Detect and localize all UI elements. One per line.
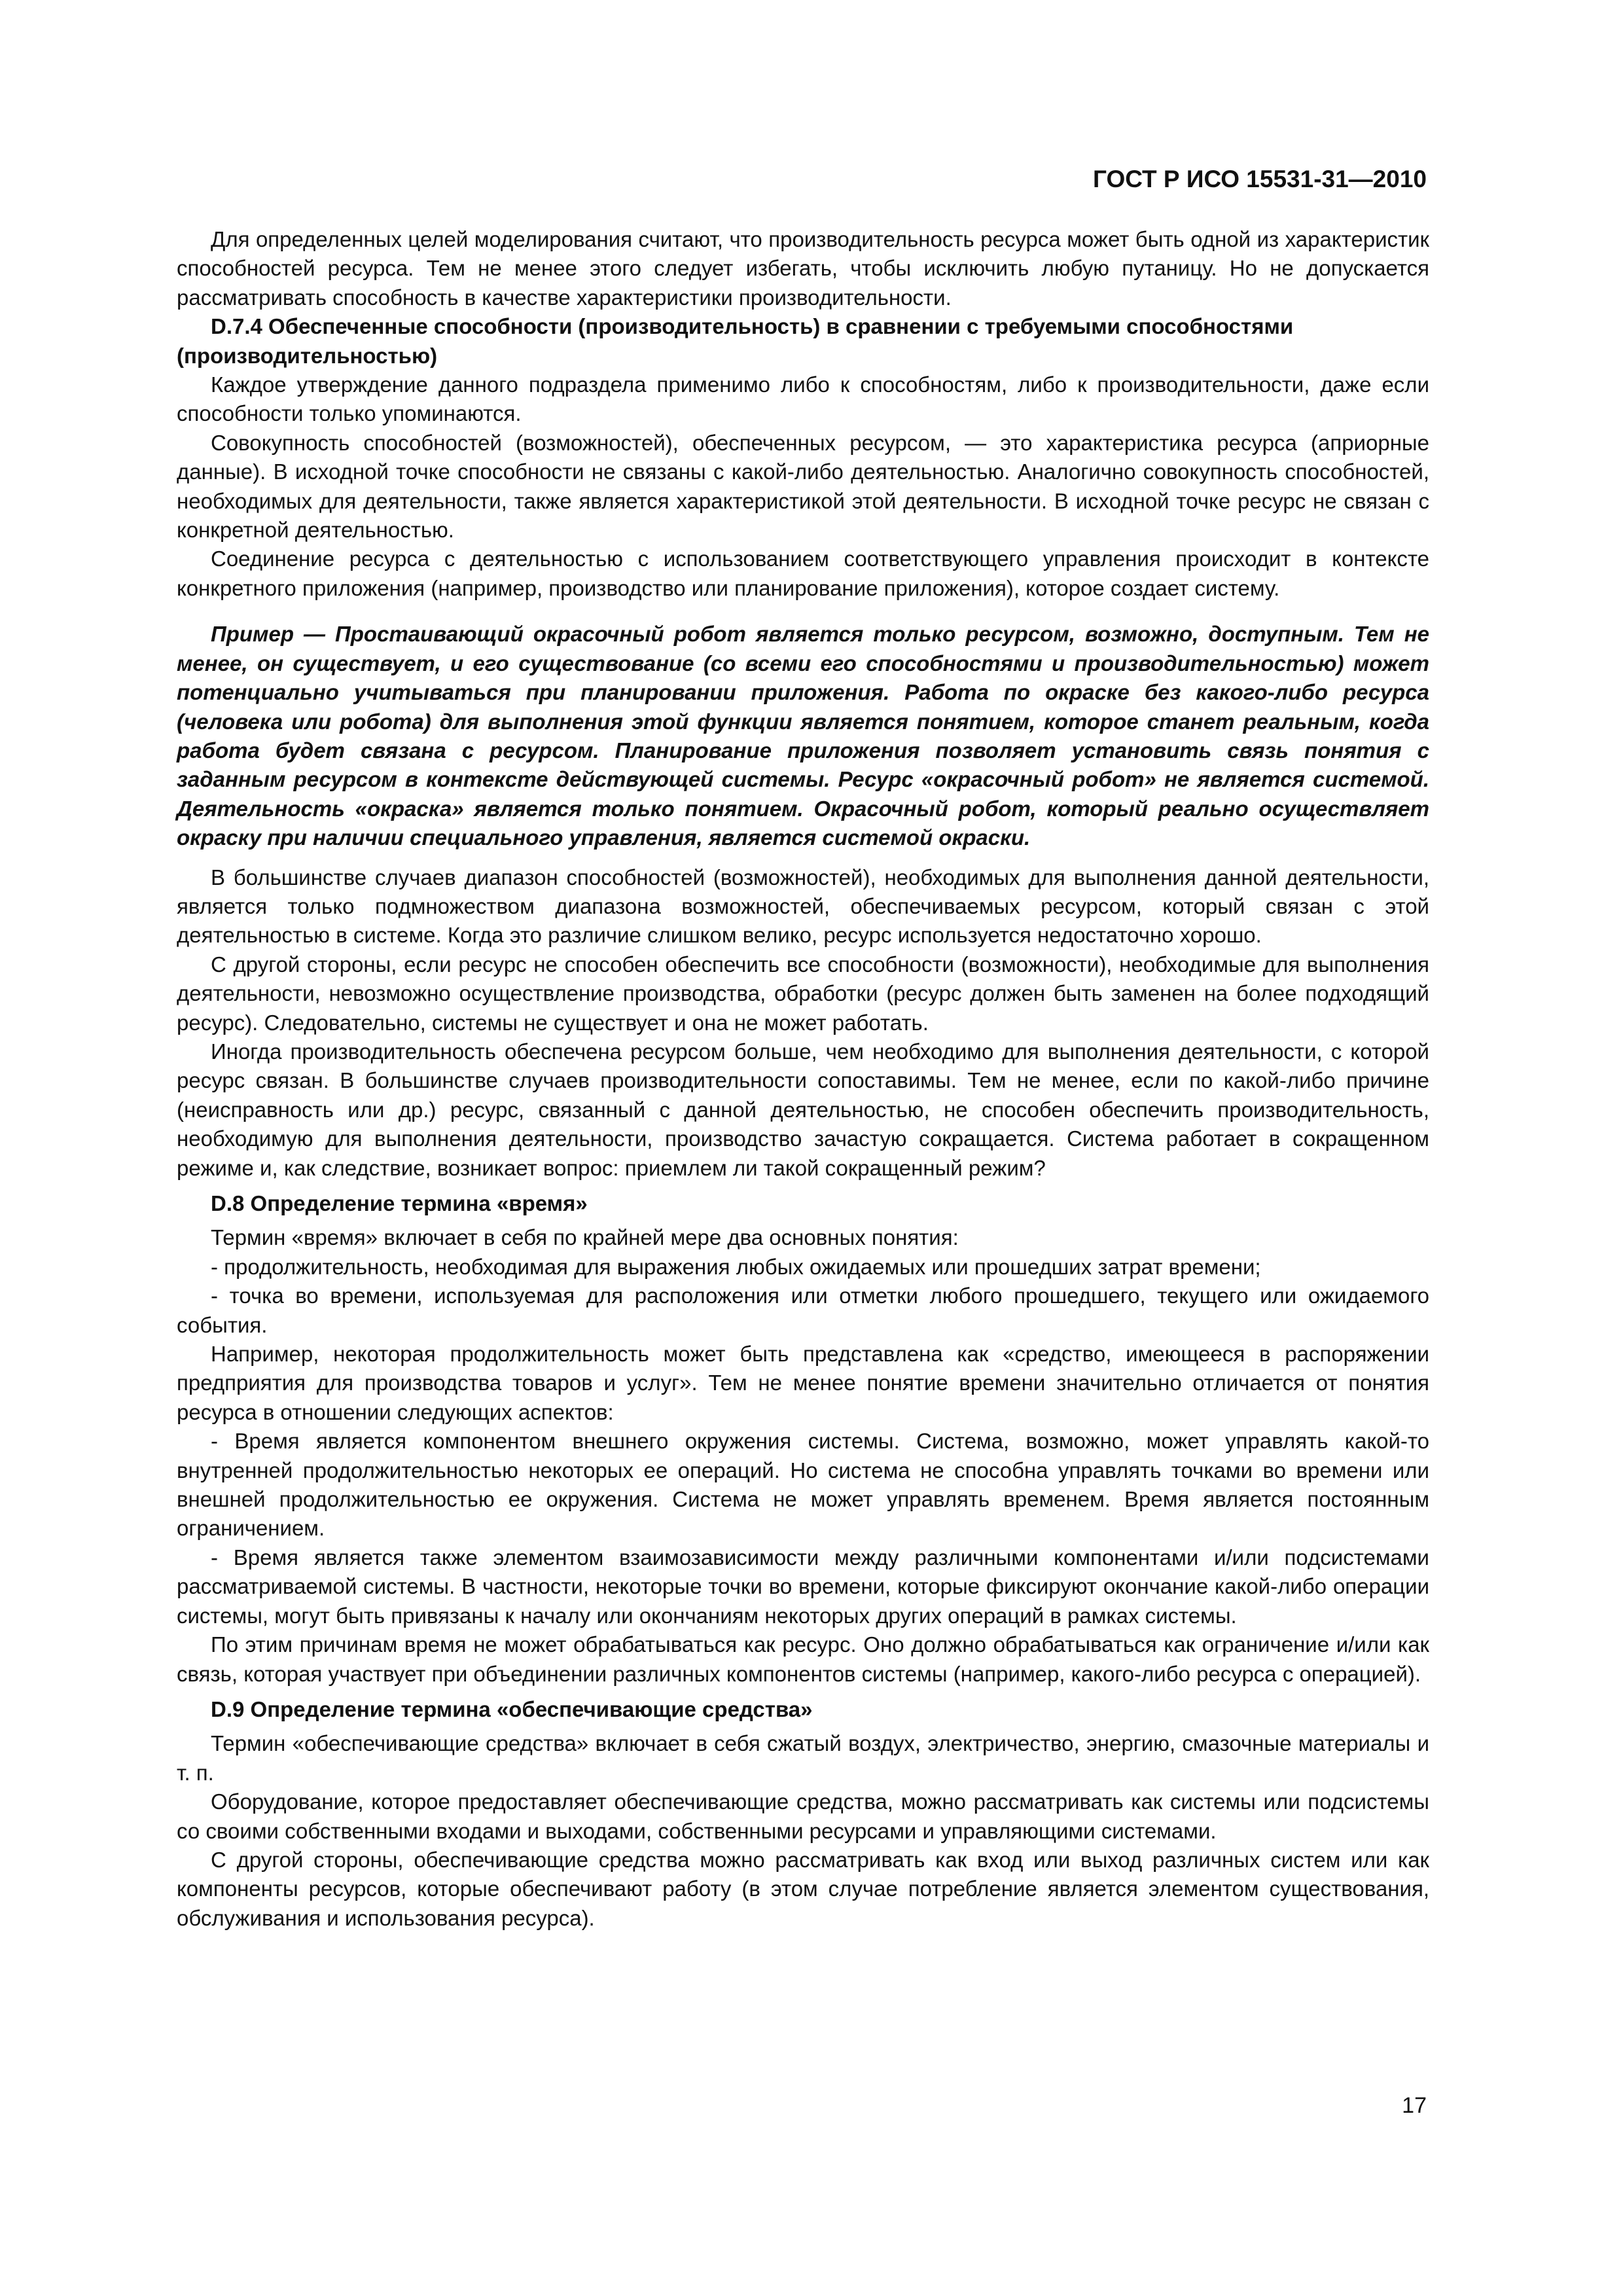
page-body <box>177 225 1429 1933</box>
document-header: ГОСТ Р ИСО 15531-31—2010 <box>1092 166 1427 192</box>
page-number: 17 <box>1402 2093 1427 2118</box>
paragraph-d74-3: Соединение ресурса с деятельностью с использованием соответствующего управления происходит в контексте конкретного приложения (например, производство или планирование приложения), которое создает систему. <box>177 547 1429 600</box>
paragraph-d8-1: Термин «время» включает в себя по крайней мере два основных понятия: <box>211 1225 959 1250</box>
paragraph-d8-2: - продолжительность, необходимая для выражения любых ожидаемых или прошедших затрат времени; <box>211 1254 1261 1279</box>
paragraph-d8-5: - Время является компонентом внешнего окружения системы. Система, возможно, может управлять какой-то внутренней продолжительностью некоторых ее операций. Но система не способна управлять точками во времени или внешней продолжительностью ее окружения. Система не может управлять временем. Время является постоянным ограничением. <box>177 1429 1429 1541</box>
paragraph-d74-6: Иногда производительность обеспечена ресурсом больше, чем необходимо для выполнения деятельности, с которой ресурс связан. В большинстве случаев производительности сопоставимы. Тем не менее, если по какой-либо причине (неисправность или др.) ресурс, связанный с данной деятельностью, не способен обеспечить производительность, необходимую для выполнения деятельности, производство зачастую сокращается. Система работает в сокращенном режиме и, как следствие, возникает вопрос: приемлем ли такой сокращенный режим? <box>177 1039 1429 1180</box>
section-heading-d9: D.9 Определение термина «обеспечивающие средства» <box>211 1696 813 1721</box>
paragraph-d74-2: Совокупность способностей (возможностей), обеспеченных ресурсом, — это характеристика ресурса (априорные данные). В исходной точке способности не связаны с какой-либо деятельностью. Аналогично совокупность способностей, необходимых для деятельности, также является характеристикой этой деятельности. В исходной точке ресурс не связан с конкретной деятельностью. <box>177 430 1429 543</box>
paragraph-d74-4: В большинстве случаев диапазон способностей (возможностей), необходимых для выполнения данной деятельности, является только подмножеством диапазона возможностей, обеспечиваемых ресурсом, который связан с этой деятельностью в системе. Когда это различие слишком велико, ресурс используется недостаточно хорошо. <box>177 865 1429 948</box>
section-heading-d8: D.8 Определение термина «время» <box>211 1191 588 1215</box>
paragraph-d8-3: - точка во времени, используемая для расположения или отметки любого прошедшего, текущего или ожидаемого события. <box>177 1283 1429 1337</box>
paragraph-d9-2: Оборудование, которое предоставляет обеспечивающие средства, можно рассматривать как системы или подсистемы со своими собственными входами и выходами, собственными ресурсами и управляющими системами. <box>177 1789 1429 1843</box>
paragraph-d8-6: - Время является также элементом взаимозависимости между различными компонентами и/или подсистемами рассматриваемой системы. В частности, некоторые точки во времени, которые фиксируют окончание какой-либо операции системы, могут быть привязаны к началу или окончаниям некоторых других операций в рамках системы. <box>177 1545 1429 1628</box>
example-note: Пример — Простаивающий окрасочный робот является только ресурсом, возможно, доступным. Тем не менее, он существует, и его существование (со всеми его способностями и производительностью) может потенциально учитываться при планировании приложения. Работа по окраске без какого-либо ресурса (человека или робота) для выполнения этой функции является понятием, которое станет реальным, когда работа будет связана с ресурсом. Планирование приложения позволяет установить связь понятия с заданным ресурсом в контексте действующей системы. Ресурс «окрасочный робот» не является системой. Деятельность «окраска» является только понятием. Окрасочный робот, который реально осуществляет окраску при наличии специального управления, является системой окраски. <box>177 622 1429 850</box>
section-heading-d74: D.7.4 Обеспеченные способности (производительность) в сравнении с требуемыми способностями (производительностью) <box>177 314 1294 368</box>
paragraph-d74-1: Каждое утверждение данного подраздела применимо либо к способностям, либо к производительности, даже если способности только упоминаются. <box>177 372 1429 426</box>
paragraph-d8-4: Например, некоторая продолжительность может быть представлена как «средство, имеющееся в распоряжении предприятия для производства товаров и услуг». Тем не менее понятие времени значительно отличается от понятия ресурса в отношении следующих аспектов: <box>177 1342 1429 1424</box>
paragraph-d74-5: С другой стороны, если ресурс не способен обеспечить все способности (возможности), необходимые для выполнения деятельности, невозможно осуществление производства, обработки (ресурс должен быть заменен на более подходящий ресурс). Следовательно, системы не существует и она не может работать. <box>177 952 1429 1035</box>
paragraph-intro: Для определенных целей моделирования считают, что производительность ресурса может быть одной из характеристик способностей ресурса. Тем не менее этого следует избегать, чтобы исключить любую путаницу. Но не допускается рассматривать способность в качестве характеристики производительности. <box>177 227 1429 310</box>
paragraph-d9-3: С другой стороны, обеспечивающие средства можно рассматривать как вход или выход различных систем или как компоненты ресурсов, которые обеспечивают работу (в этом случае потребление является элементом существования, обслуживания и использования ресурса). <box>177 1847 1429 1930</box>
paragraph-d9-1: Термин «обеспечивающие средства» включает в себя сжатый воздух, электричество, энергию, смазочные материалы и т. п. <box>177 1731 1429 1785</box>
paragraph-d8-7: По этим причинам время не может обрабатываться как ресурс. Оно должно обрабатываться как ограничение и/или как связь, которая участвует при объединении различных компонентов системы (например, какого-либо ресурса с операцией). <box>177 1632 1429 1686</box>
